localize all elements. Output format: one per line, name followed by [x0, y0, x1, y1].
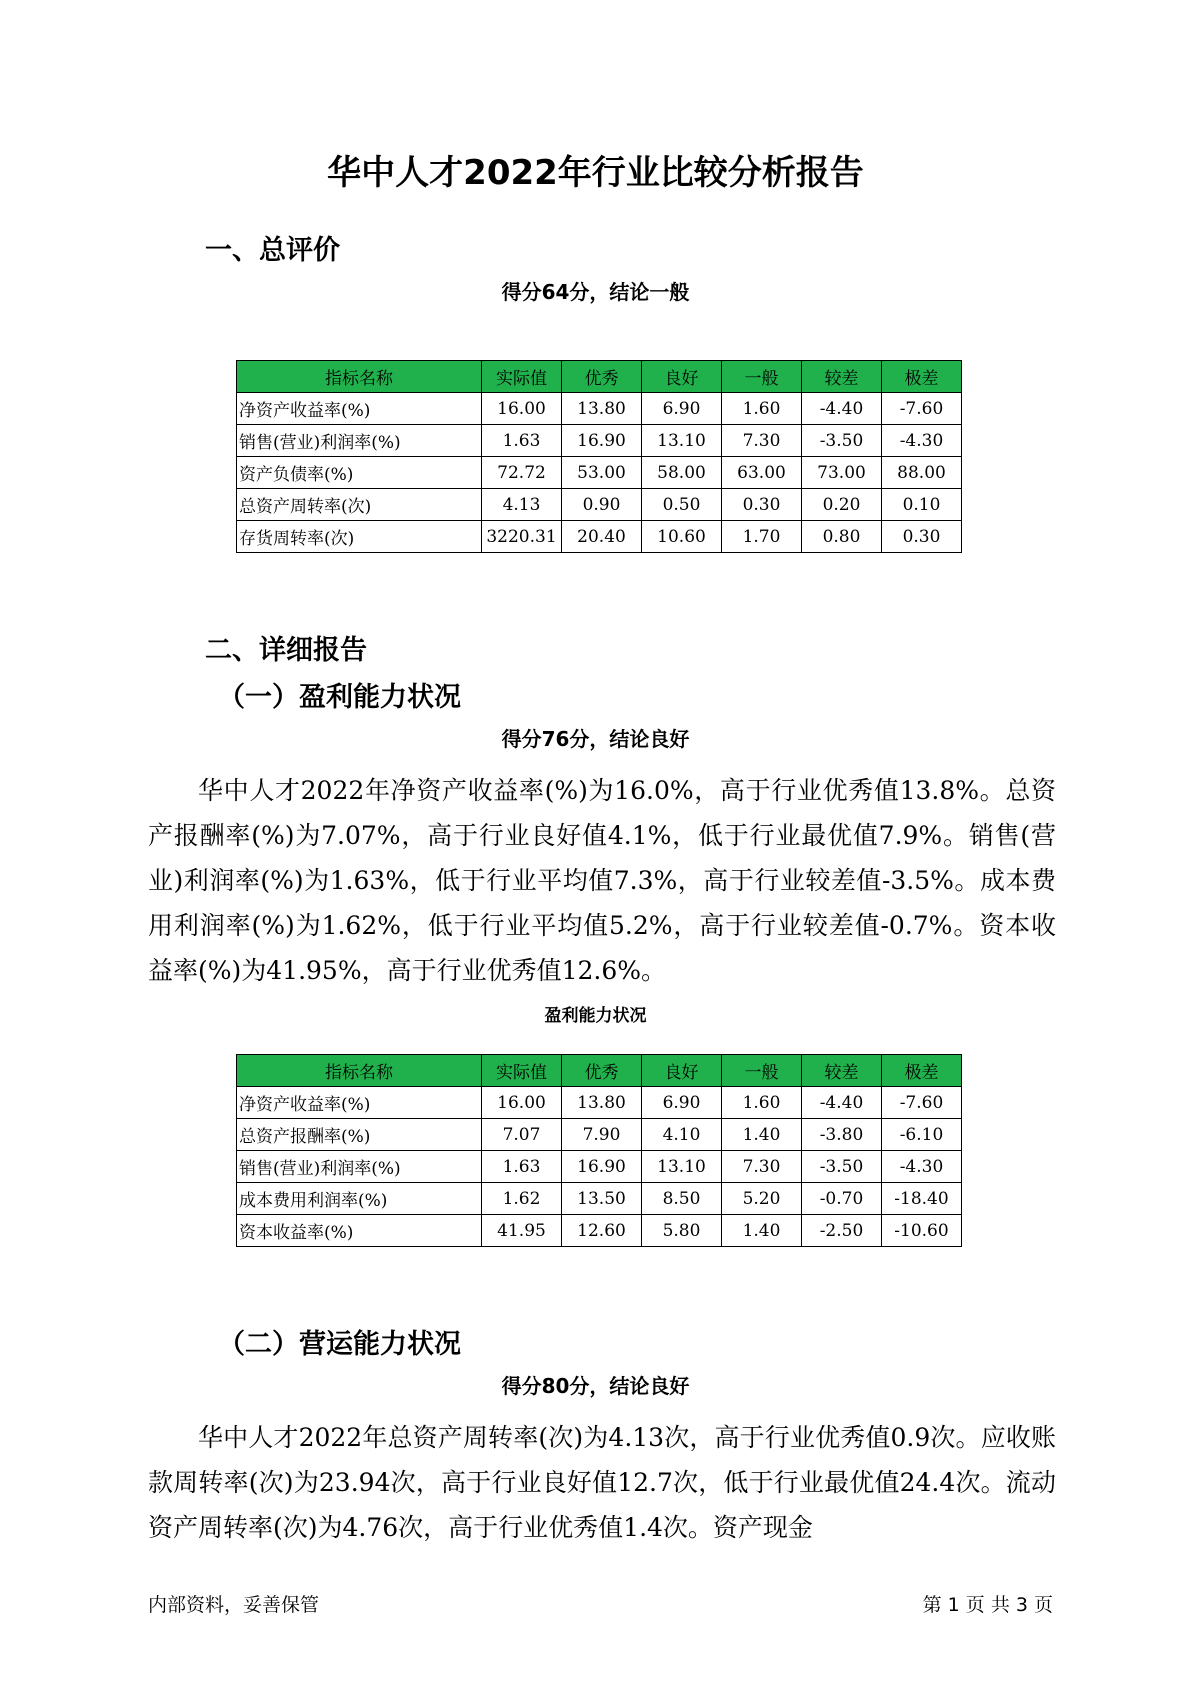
value-cell: -3.50 [802, 425, 882, 457]
column-header: 较差 [802, 1055, 882, 1087]
table-header-row [237, 1055, 962, 1087]
indicator-name-cell: 成本费用利润率(%) [237, 1183, 482, 1215]
value-cell: -3.50 [802, 1151, 882, 1183]
value-cell: 5.20 [722, 1183, 802, 1215]
indicator-name-cell: 资产负债率(%) [237, 457, 482, 489]
value-cell: -6.10 [882, 1119, 962, 1151]
column-header: 优秀 [562, 361, 642, 393]
subsection-2-heading: （二）营运能力状况 [218, 1329, 461, 1360]
value-cell: 13.10 [642, 425, 722, 457]
value-cell: 13.80 [562, 393, 642, 425]
profitability-text: 华中人才2022年净资产收益率(%)为16.0%，高于行业优秀值13.8%。总资产报酬率(%)为7.07%，高于行业良好值4.1%，低于行业最优值7.9%。销售(营业)利润率(%)为1.63%，低于行业平均值7.3%，高于行业较差值-3.5%。成本费用利润率(%)为1.62%，低于行业平均值5.2%，高于行业较差值-0.7%。资本收益率(%)为41.95%，高于行业优秀值12.6%。 [148, 776, 1056, 985]
footer-confidential: 内部资料，妥善保管 [148, 1594, 320, 1616]
value-cell: 0.10 [882, 489, 962, 521]
operations-text: 华中人才2022年总资产周转率(次)为4.13次，高于行业优秀值0.9次。应收账款周转率(次)为23.94次，高于行业良好值12.7次，低于行业最优值24.4次。流动资产周转率(次)为4.76次，高于行业优秀值1.4次。资产现金 [148, 1423, 1056, 1542]
column-header: 良好 [642, 1055, 722, 1087]
value-cell: 13.50 [562, 1183, 642, 1215]
column-header: 指标名称 [237, 1055, 482, 1087]
value-cell: 16.00 [482, 393, 562, 425]
column-header: 实际值 [482, 1055, 562, 1087]
column-header: 一般 [722, 1055, 802, 1087]
indicator-name-cell: 总资产报酬率(%) [237, 1119, 482, 1151]
column-header: 极差 [882, 1055, 962, 1087]
indicator-name-cell: 销售(营业)利润率(%) [237, 1151, 482, 1183]
value-cell: 7.30 [722, 1151, 802, 1183]
value-cell: -4.40 [802, 1087, 882, 1119]
value-cell: 1.63 [482, 1151, 562, 1183]
table-row [237, 1087, 962, 1119]
footer-page-number: 第 1 页 共 3 页 [922, 1594, 1053, 1616]
value-cell: 1.60 [722, 393, 802, 425]
value-cell: 72.72 [482, 457, 562, 489]
value-cell: 10.60 [642, 521, 722, 553]
value-cell: 4.13 [482, 489, 562, 521]
value-cell: 3220.31 [482, 521, 562, 553]
value-cell: 20.40 [562, 521, 642, 553]
column-header: 较差 [802, 361, 882, 393]
table-row [237, 393, 962, 425]
value-cell: 0.30 [882, 521, 962, 553]
value-cell: 1.60 [722, 1087, 802, 1119]
profitability-paragraph [148, 768, 1056, 993]
value-cell: 0.50 [642, 489, 722, 521]
section-1-heading: 一、总评价 [205, 235, 340, 266]
value-cell: 0.80 [802, 521, 882, 553]
value-cell: 7.30 [722, 425, 802, 457]
value-cell: 1.62 [482, 1183, 562, 1215]
value-cell: 1.40 [722, 1215, 802, 1247]
indicator-name-cell: 总资产周转率(次) [237, 489, 482, 521]
value-cell: 7.07 [482, 1119, 562, 1151]
table-row [237, 457, 962, 489]
value-cell: 63.00 [722, 457, 802, 489]
column-header: 极差 [882, 361, 962, 393]
value-cell: 0.90 [562, 489, 642, 521]
value-cell: 16.90 [562, 425, 642, 457]
value-cell: 6.90 [642, 1087, 722, 1119]
value-cell: 16.00 [482, 1087, 562, 1119]
indicator-name-cell: 资本收益率(%) [237, 1215, 482, 1247]
indicator-name-cell: 净资产收益率(%) [237, 393, 482, 425]
table-row [237, 521, 962, 553]
value-cell: 0.20 [802, 489, 882, 521]
column-header: 实际值 [482, 361, 562, 393]
value-cell: -4.30 [882, 1151, 962, 1183]
section-2-heading: 二、详细报告 [205, 635, 367, 666]
value-cell: 1.70 [722, 521, 802, 553]
value-cell: 7.90 [562, 1119, 642, 1151]
value-cell: -7.60 [882, 393, 962, 425]
value-cell: 41.95 [482, 1215, 562, 1247]
value-cell: 4.10 [642, 1119, 722, 1151]
summary-table [236, 360, 962, 553]
table-row [237, 1119, 962, 1151]
subsection-1-score: 得分76分，结论良好 [501, 727, 690, 751]
table-row [237, 1151, 962, 1183]
value-cell: -2.50 [802, 1215, 882, 1247]
value-cell: 8.50 [642, 1183, 722, 1215]
table-row [237, 425, 962, 457]
value-cell: -4.40 [802, 393, 882, 425]
section-1-score: 得分64分，结论一般 [501, 280, 690, 304]
value-cell: 16.90 [562, 1151, 642, 1183]
value-cell: 6.90 [642, 393, 722, 425]
operations-paragraph [148, 1415, 1056, 1555]
profitability-table [236, 1054, 962, 1247]
column-header: 优秀 [562, 1055, 642, 1087]
value-cell: 5.80 [642, 1215, 722, 1247]
table-header-row [237, 361, 962, 393]
value-cell: -7.60 [882, 1087, 962, 1119]
column-header: 一般 [722, 361, 802, 393]
value-cell: 1.63 [482, 425, 562, 457]
profitability-table-caption: 盈利能力状况 [544, 1006, 647, 1026]
value-cell: -0.70 [802, 1183, 882, 1215]
value-cell: 1.40 [722, 1119, 802, 1151]
page-title: 华中人才2022年行业比较分析报告 [327, 153, 864, 193]
subsection-1-heading: （一）盈利能力状况 [218, 682, 461, 713]
value-cell: -10.60 [882, 1215, 962, 1247]
value-cell: 12.60 [562, 1215, 642, 1247]
value-cell: 13.10 [642, 1151, 722, 1183]
column-header: 指标名称 [237, 361, 482, 393]
value-cell: 53.00 [562, 457, 642, 489]
table-row [237, 1183, 962, 1215]
table-row [237, 489, 962, 521]
value-cell: 88.00 [882, 457, 962, 489]
column-header: 良好 [642, 361, 722, 393]
value-cell: 13.80 [562, 1087, 642, 1119]
value-cell: 73.00 [802, 457, 882, 489]
indicator-name-cell: 存货周转率(次) [237, 521, 482, 553]
value-cell: -3.80 [802, 1119, 882, 1151]
value-cell: -4.30 [882, 425, 962, 457]
subsection-2-score: 得分80分，结论良好 [501, 1374, 690, 1398]
indicator-name-cell: 净资产收益率(%) [237, 1087, 482, 1119]
value-cell: 0.30 [722, 489, 802, 521]
value-cell: -18.40 [882, 1183, 962, 1215]
table-row [237, 1215, 962, 1247]
indicator-name-cell: 销售(营业)利润率(%) [237, 425, 482, 457]
value-cell: 58.00 [642, 457, 722, 489]
